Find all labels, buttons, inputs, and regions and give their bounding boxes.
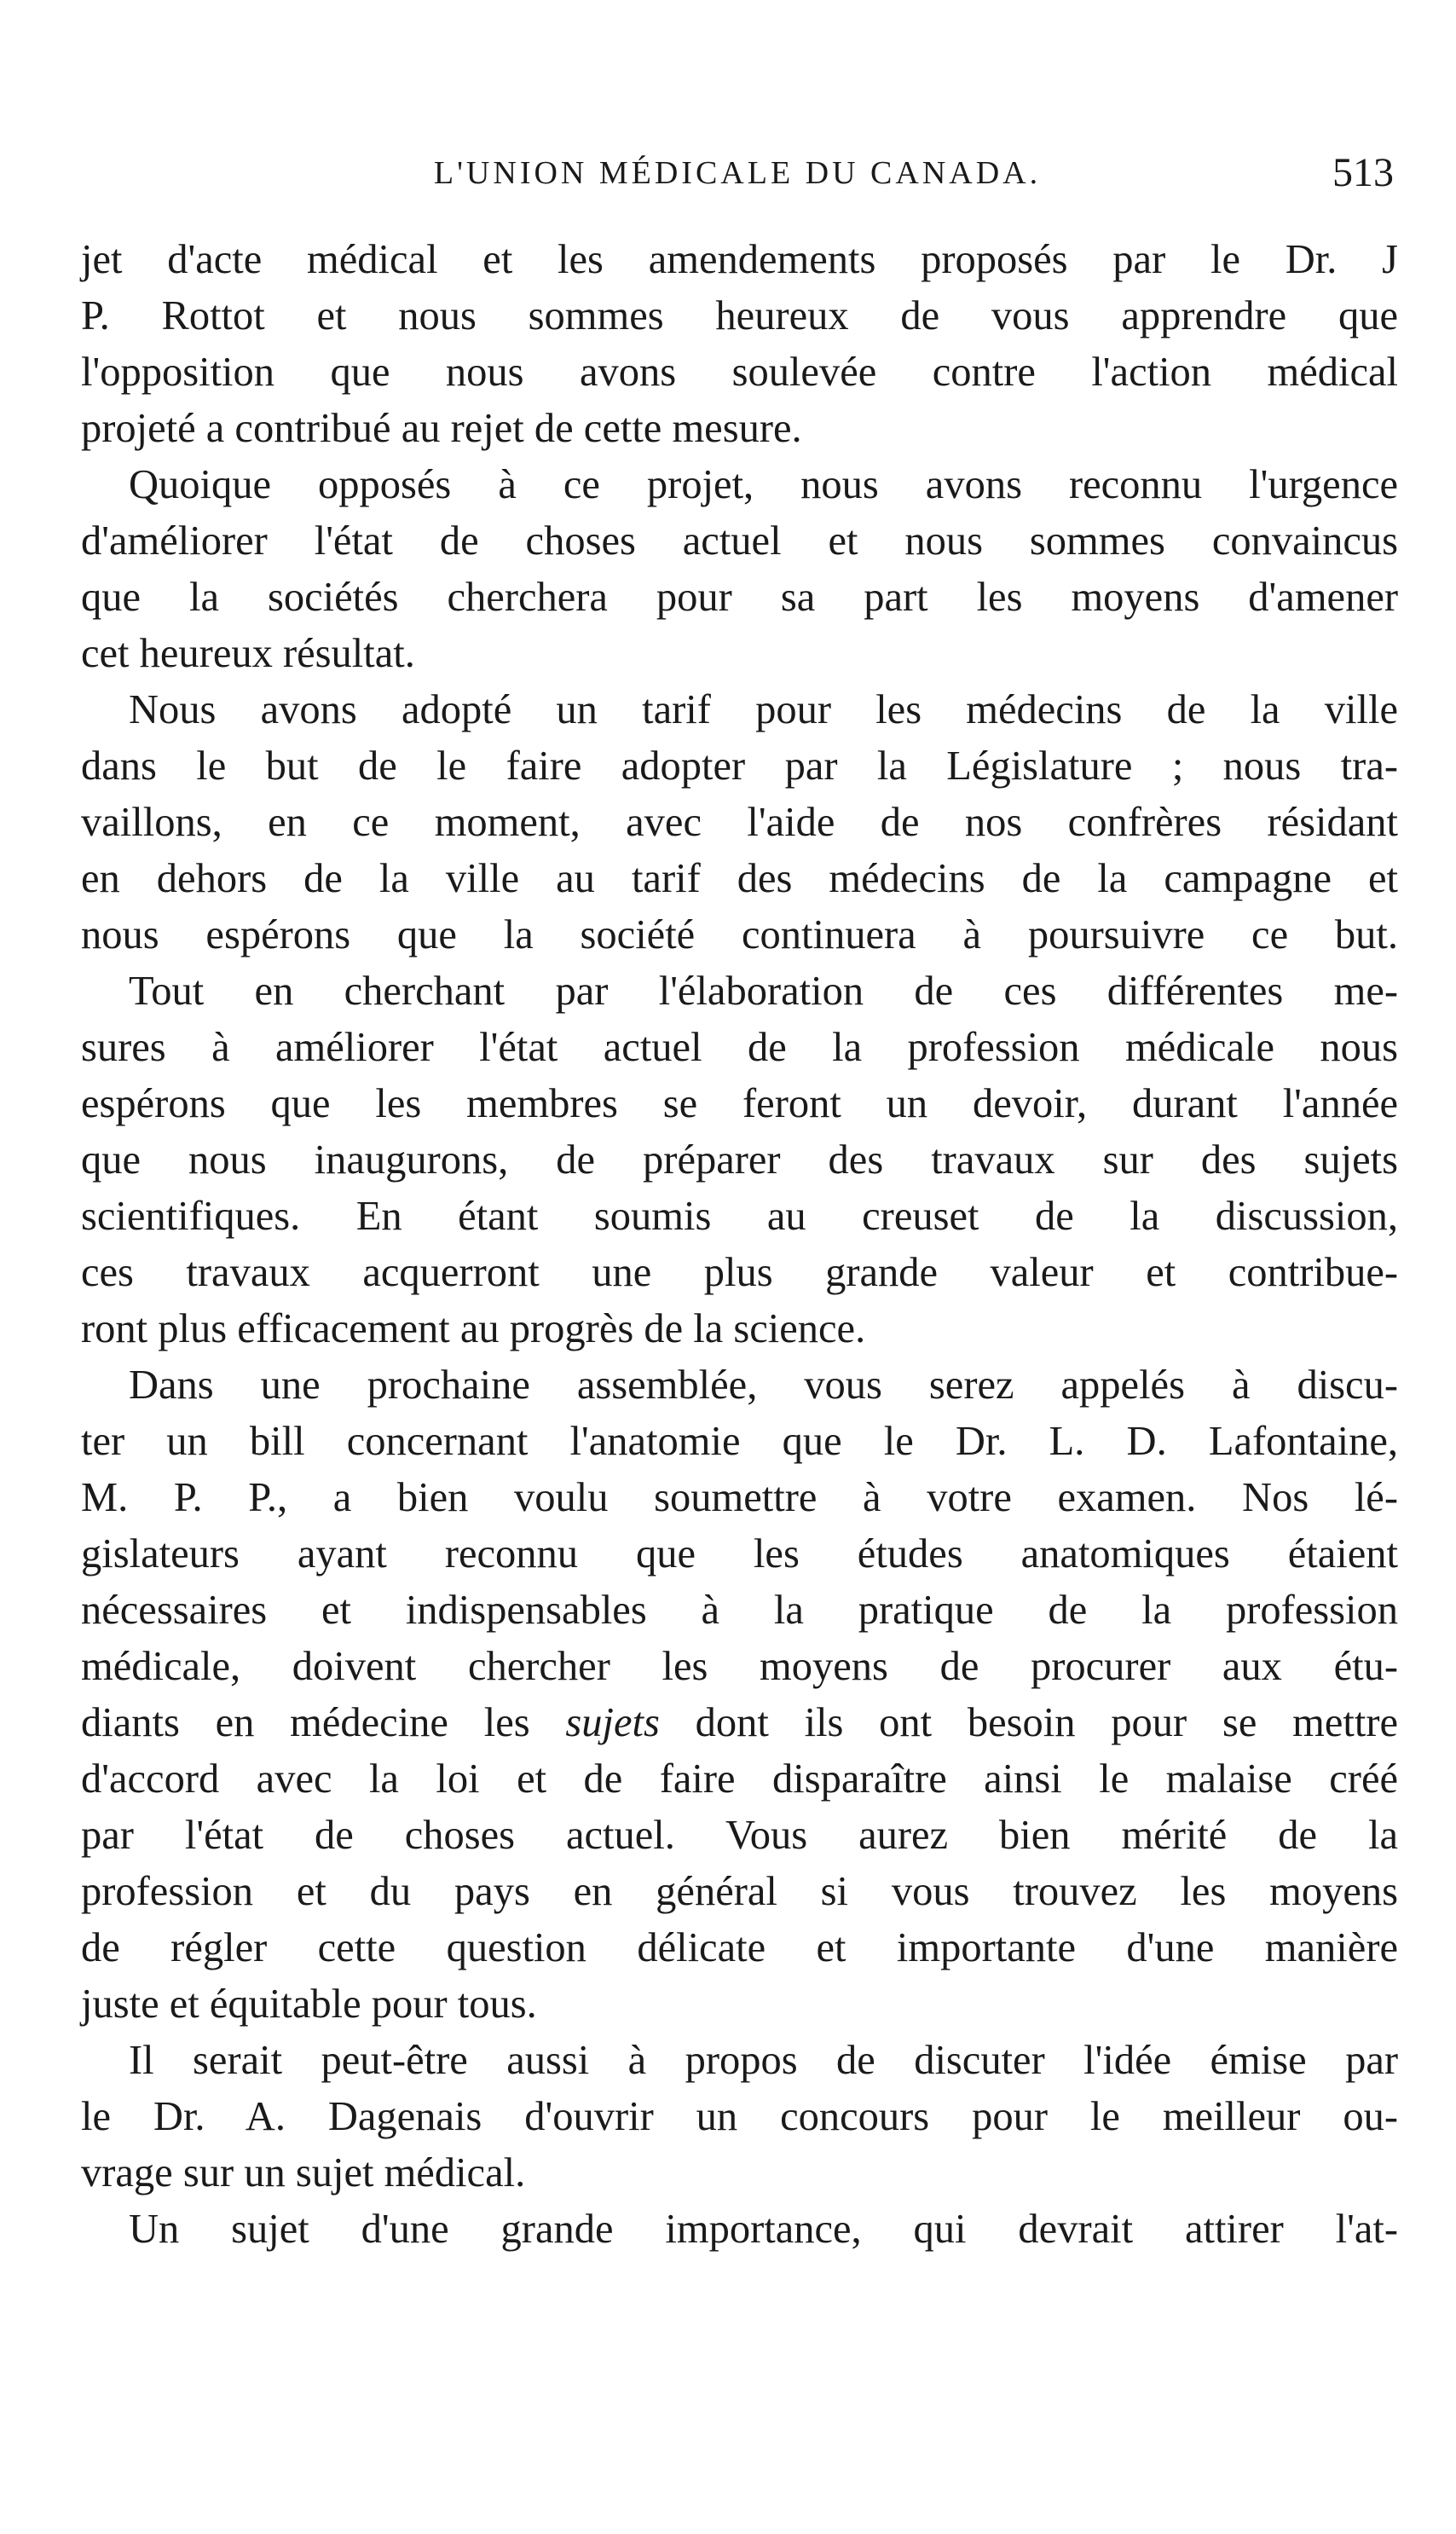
text-line: Nous avons adopté un tarif pour les médecins de la ville — [129, 687, 1398, 732]
text-line: par l'état de choses actuel. Vous aurez bien mérité de la — [81, 1813, 1398, 1858]
text-line: gislateurs ayant reconnu que les études anatomiques étaient — [81, 1531, 1398, 1577]
text-segment: dont ils ont besoin pour se mettre — [659, 1700, 1398, 1745]
text-line: profession et du pays en général si vous trouvez les moyens — [81, 1869, 1398, 1914]
text-line: espérons que les membres se feront un devoir, durant l'année — [81, 1081, 1398, 1126]
text-segment: diants en médecine les — [81, 1700, 566, 1745]
text-line: projeté a contribué au rejet de cette mesure. — [81, 406, 802, 451]
running-title: L'UNION MÉDICALE DU CANADA. — [433, 155, 1042, 191]
text-line: dans le but de le faire adopter par la Législature ; nous tra- — [81, 743, 1398, 789]
text-line-with-italic — [81, 1695, 1398, 1751]
text-line: nous espérons que la société continuera à poursuivre ce but. — [81, 912, 1398, 957]
text-line: M. P. P., a bien voulu soumettre à votre examen. Nos lé- — [81, 1475, 1398, 1520]
text-line: que la sociétés cherchera pour sa part les moyens d'amener — [81, 575, 1398, 620]
text-line: médicale, doivent chercher les moyens de procurer aux étu- — [81, 1644, 1398, 1689]
text-line: d'accord avec la loi et de faire disparaître ainsi le malaise créé — [81, 1756, 1398, 1802]
text-line: le Dr. A. Dagenais d'ouvrir un concours pour le meilleur ou- — [81, 2094, 1398, 2139]
text-line: ces travaux acquerront une plus grande valeur et contribue- — [81, 1250, 1398, 1295]
text-line: scientifiques. En étant soumis au creuset de la discussion, — [81, 1194, 1398, 1239]
text-line: d'améliorer l'état de choses actuel et nous sommes convaincus — [81, 518, 1398, 564]
text-line: ront plus efficacement au progrès de la science. — [81, 1306, 866, 1351]
text-line: vaillons, en ce moment, avec l'aide de nos confrères résidant — [81, 800, 1398, 845]
italic-word: sujets — [565, 1700, 660, 1745]
text-line: Dans une prochaine assemblée, vous serez appelés à discu- — [129, 1362, 1398, 1408]
text-line: que nous inaugurons, de préparer des travaux sur des sujets — [81, 1137, 1398, 1183]
running-head — [81, 143, 1394, 203]
page-number: 513 — [1332, 150, 1394, 195]
text-line: jet d'acte médical et les amendements proposés par le Dr. J — [81, 237, 1398, 282]
text-line: Quoique opposés à ce projet, nous avons reconnu l'urgence — [129, 462, 1398, 507]
text-line: Tout en cherchant par l'élaboration de ces différentes me- — [129, 969, 1398, 1014]
text-line: vrage sur un sujet médical. — [81, 2150, 526, 2196]
text-line: Il serait peut-être aussi à propos de discuter l'idée émise par — [129, 2038, 1398, 2083]
text-line: ter un bill concernant l'anatomie que le Dr. L. D. Lafontaine, — [81, 1419, 1398, 1464]
text-line: en dehors de la ville au tarif des médecins de la campagne et — [81, 856, 1398, 901]
body-text — [81, 232, 1398, 2258]
text-line: l'opposition que nous avons soulevée contre l'action médical — [81, 350, 1398, 395]
text-line: de régler cette question délicate et importante d'une manière — [81, 1925, 1398, 1970]
text-line: P. Rottot et nous sommes heureux de vous apprendre que — [81, 293, 1398, 338]
text-line: cet heureux résultat. — [81, 631, 415, 676]
text-line: sures à améliorer l'état actuel de la profession médicale nous — [81, 1025, 1398, 1070]
text-line: nécessaires et indispensables à la pratique de la profession — [81, 1588, 1398, 1633]
text-line: Un sujet d'une grande importance, qui devrait attirer l'at- — [129, 2207, 1398, 2252]
text-line: juste et équitable pour tous. — [81, 1981, 537, 2027]
